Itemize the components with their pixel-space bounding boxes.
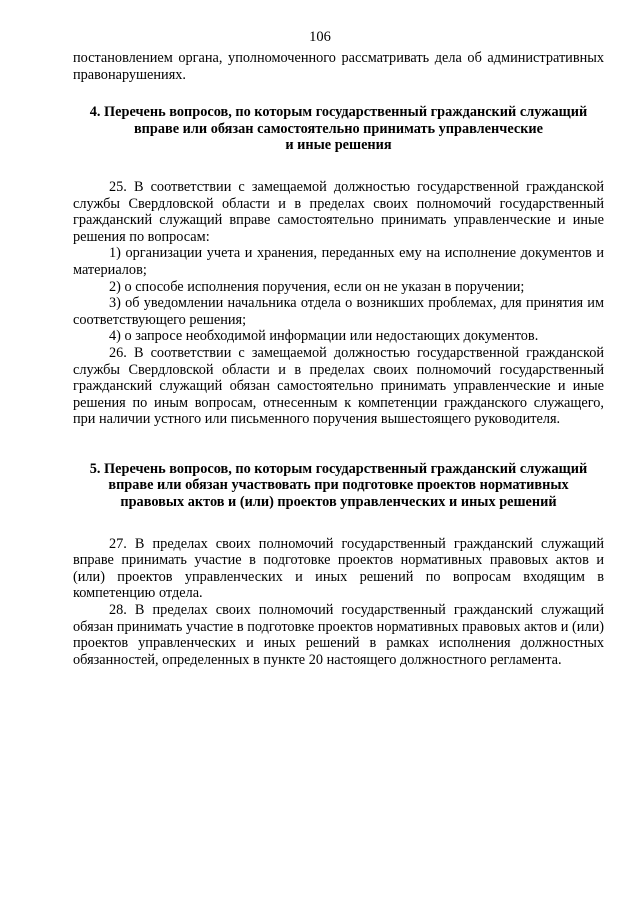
section-4-title-line3: и иные решения (285, 137, 392, 154)
paragraph-28: 28. В пределах своих полномочий государственный гражданский служащий обязан принимать участие в подготовке проектов нормативных правовых актов и (или) проектов управленческих и иных решений в рамках исполнения должностных обязанностей, определенных в пункте 20 настоящего должностного регламента. (73, 602, 604, 668)
list-item-1: 1) организации учета и хранения, переданных ему на исполнение документов и материалов; (73, 245, 604, 278)
page-number: 106 (309, 29, 331, 45)
intro-continuation: постановлением органа, уполномоченного рассматривать дела об административных правонарушениях. (73, 50, 604, 83)
section-5-title-line1: 5. Перечень вопросов, по которым государственный гражданский служащий (89, 460, 588, 477)
section-4-title-line2: вправе или обязан самостоятельно принимать управленческие (133, 120, 544, 137)
paragraph-26: 26. В соответствии с замещаемой должностью государственной гражданской службы Свердловской области и в пределах своих полномочий государственный гражданский служащий обязан самостоятельно принимать управленческие и иные решения по иным вопросам, отнесенным к компетенции гражданского служащего, при наличии устного или письменного поручения вышестоящего руководителя. (73, 344, 604, 428)
paragraph-27: 27. В пределах своих полномочий государственный гражданский служащий вправе принимать участие в подготовке проектов нормативных правовых актов и (или) проектов управленческих и иных решений по вопросам входящим в компетенцию отдела. (73, 535, 604, 602)
section-4 (73, 104, 604, 428)
list-item-4: 4) о запросе необходимой информации или недостающих документов. (109, 328, 539, 345)
list-item-2: 2) о способе исполнения поручения, если он не указан в поручении; (109, 278, 525, 295)
section-5-title-line2: вправе или обязан участвовать при подготовке проектов нормативных (108, 477, 569, 494)
section-4-title-line1: 4. Перечень вопросов, по которым государственный гражданский служащий (89, 104, 588, 121)
section-5-title (73, 461, 604, 511)
section-4-title (73, 104, 604, 154)
paragraph-25: 25. В соответствии с замещаемой должностью государственной гражданской службы Свердловской области и в пределах своих полномочий государственный гражданский служащий вправе самостоятельно принимать управленческие и иные решения по вопросам: (73, 178, 604, 245)
document-body (73, 50, 604, 668)
list-item-3: 3) об уведомлении начальника отдела о возникших проблемах, для принятия им соответствующего решения; (73, 295, 604, 328)
section-5 (73, 461, 604, 669)
section-5-title-line3: правовых актов и (или) проектов управленческих и иных решений (120, 494, 557, 511)
